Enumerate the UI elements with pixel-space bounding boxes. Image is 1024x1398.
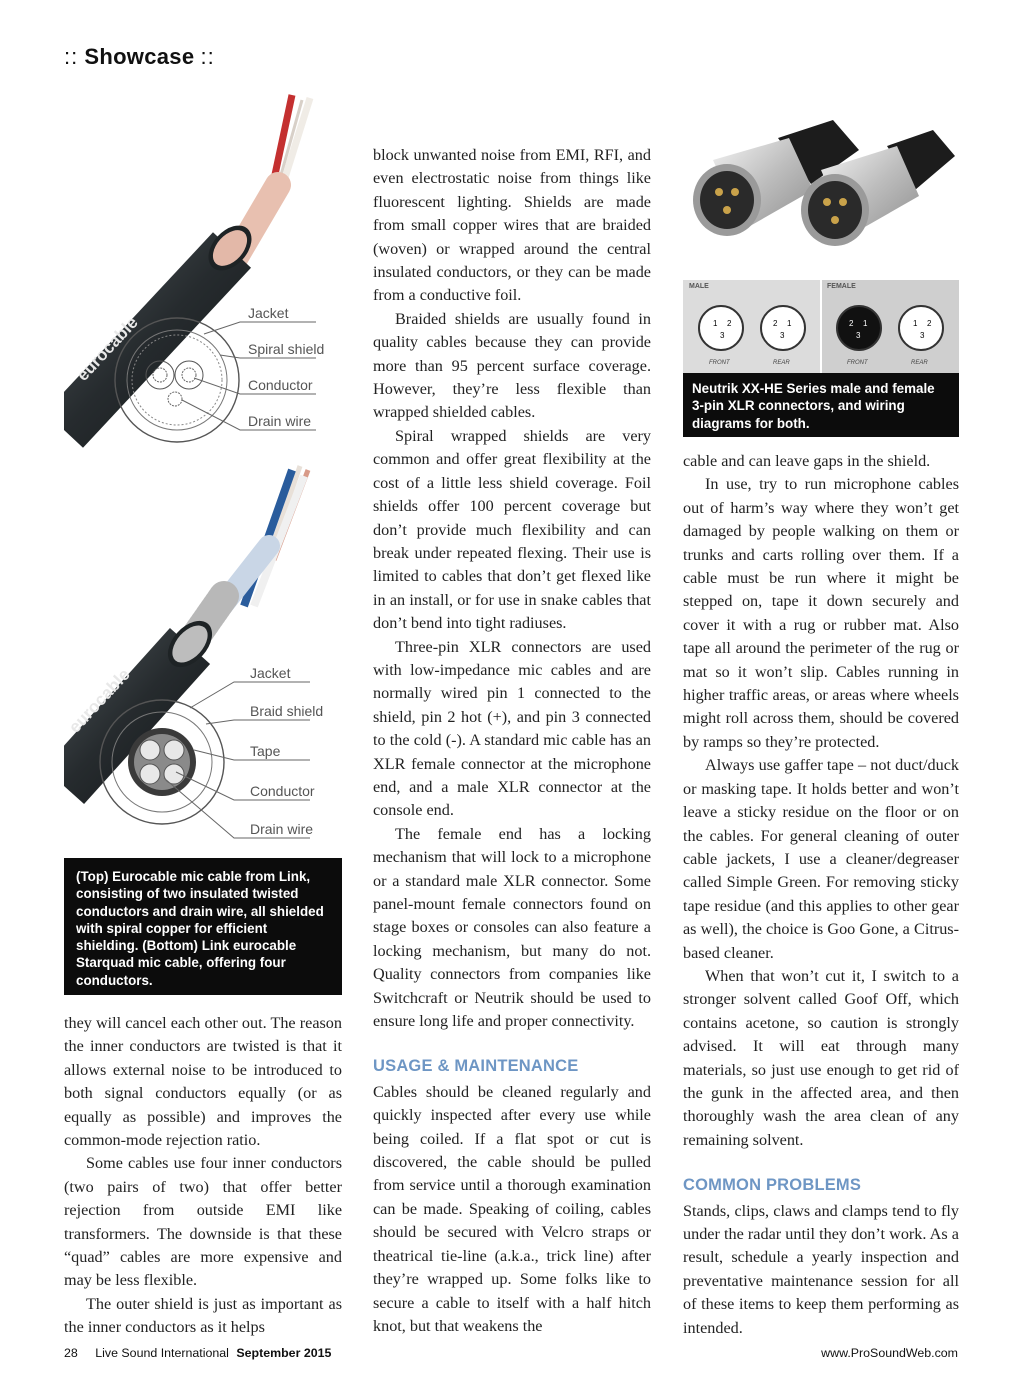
publication-name: Live Sound International bbox=[95, 1346, 229, 1360]
subheading-common-problems: COMMON PROBLEMS bbox=[683, 1176, 862, 1195]
svg-text:2: 2 bbox=[927, 319, 932, 328]
paragraph: Some cables use four inner conductors (two pairs of two) that offer better rejection from outside EMI like transformers. The downside is that these “quad” cables are more expensive and may be less flexible. bbox=[64, 1154, 342, 1290]
svg-text:3: 3 bbox=[920, 331, 925, 340]
section-title: Showcase bbox=[84, 44, 195, 69]
label-tape: Tape bbox=[250, 743, 281, 759]
label-jacket: Jacket bbox=[248, 305, 289, 321]
label-conductor: Conductor bbox=[250, 783, 315, 799]
label-jacket: Jacket bbox=[250, 665, 291, 681]
female-label: FEMALE bbox=[827, 283, 856, 290]
xlr-connectors-photo bbox=[683, 120, 959, 280]
paragraph: When that won’t cut it, I switch to a stronger solvent called Goof Off, which contains acetone, so caution is strongly advised. It will eat through many materials, so just use enough to get rid of the gunk in the affected area, and then thoroughly wash the area clean of any remaining solvent. bbox=[683, 966, 959, 1149]
svg-text:1: 1 bbox=[863, 319, 868, 328]
paragraph: cable and can leave gaps in the shield. bbox=[683, 452, 931, 470]
paragraph: The outer shield is just as important as the inner conductors as it helps bbox=[64, 1294, 342, 1337]
section-header bbox=[64, 44, 215, 70]
xlr-wiring-diagram bbox=[683, 280, 959, 374]
svg-text:1: 1 bbox=[713, 319, 718, 328]
issue-date: September 2015 bbox=[236, 1346, 332, 1360]
label-drain-wire: Drain wire bbox=[248, 413, 312, 429]
svg-text:FRONT: FRONT bbox=[847, 360, 868, 366]
paragraph: they will cancel each other out. The reason the inner conductors are twisted is that it allows external noise to be introduced to both signal conductors equally (or as equally as possible) and improves the common-mode rejection ratio. bbox=[64, 1014, 342, 1150]
svg-text:3: 3 bbox=[720, 331, 725, 340]
svg-text:1: 1 bbox=[913, 319, 918, 328]
svg-text:3: 3 bbox=[780, 331, 785, 340]
male-label: MALE bbox=[689, 283, 709, 290]
figure-caption-cables: (Top) Eurocable mic cable from Link, consisting of two insulated twisted conductors and drain wire, all shielded with spiral copper for efficient shielding. (Bottom) Link eurocable Starquad mic cable, offering four conductors. bbox=[64, 858, 342, 995]
footer-url[interactable]: www.ProSoundWeb.com bbox=[821, 1346, 958, 1360]
paragraph: Always use gaffer tape – not duct/duck or masking tape. It holds better and won’t leave a sticky residue on the floor or on the cables. For general cleaning of outer cable jackets, I use a cleaner/degreaser called Simple Green. For removing sticky tape residue (and this applies to other gear as well), the choice is Goo Gone, a Citrus-based cleaner. bbox=[683, 756, 959, 962]
paragraph: block unwanted noise from EMI, RFI, and even electrostatic noise from things like fluorescent lighting. Shields are made from small copper wires that are braided (woven) or wrapped around the central insulated conductors, or they can be made from a conductive foil. bbox=[373, 146, 651, 305]
figure-caption-xlr: Neutrik XX-HE Series male and female 3-pin XLR connectors, and wiring diagrams for both. bbox=[683, 373, 959, 437]
svg-text:3: 3 bbox=[856, 331, 861, 340]
svg-text:2: 2 bbox=[727, 319, 732, 328]
svg-text:REAR: REAR bbox=[773, 360, 790, 366]
subheading-usage-maintenance: USAGE & MAINTENANCE bbox=[373, 1057, 579, 1076]
page-number: 28 bbox=[64, 1346, 78, 1360]
paragraph: Braided shields are usually found in quality cables because they can provide more than 95 percent surface coverage. However, they’re less flexible than wrapped shielded cables. bbox=[373, 309, 651, 422]
paragraph: Spiral wrapped shields are very common and offer great flexibility at the cost of a little less shield coverage. Foil shields offer 100 percent coverage but don’t provide much flexibility and can break under repeated flexing. Their use is limited to cables that don’t get flexed like in an install, or for use in snake cables that don’t bend into tight radiuses. bbox=[373, 426, 651, 633]
label-conductor: Conductor bbox=[248, 377, 313, 393]
label-drain-wire: Drain wire bbox=[250, 821, 314, 837]
paragraph: In use, try to run microphone cables out of harm’s way where they won’t get damaged by people walking on them or trunks and carts rolling over them. If a cable must be run where it might be stepped on, tape it down securely and cover it with a rug or rubber mat. Also tape all around the perimeter of the rug or mat so it won’t slip. Cables running in higher traffic areas, or areas where wheels might roll across them, should be covered by ramps so they’re protected. bbox=[683, 475, 959, 751]
brand-text: eurocable bbox=[65, 665, 134, 737]
paragraph: Cables should be cleaned regularly and quickly inspected after every use while being coiled. If a flat spot or cut is discovered, the cable should be pulled from service until a thorough examination can be made. Speaking of coiling, cables should be secured with Velcro straps or theatrical tie-line (a.k.a., trick line) after they’re wrapped up. Some folks like to secure a cable to itself with a half hitch knot, but that weakens the bbox=[373, 1082, 651, 1335]
article-column-3 bbox=[683, 450, 959, 1340]
paragraph: Stands, clips, claws and clamps tend to fly under the radar until they don’t work. As a result, schedule a yearly inspection and preventative maintenance session for all of these items to keep them performing as intended. bbox=[683, 1201, 959, 1337]
article-column-2 bbox=[373, 144, 651, 1338]
eurocable-starquad-illustration bbox=[64, 456, 342, 856]
label-spiral-shield: Spiral shield bbox=[248, 341, 325, 357]
footer-left bbox=[64, 1346, 331, 1360]
header-separator: :: bbox=[200, 44, 215, 69]
svg-text:REAR: REAR bbox=[911, 360, 928, 366]
svg-text:FRONT: FRONT bbox=[709, 360, 730, 366]
brand-text: eurocable bbox=[73, 313, 142, 385]
svg-text:2: 2 bbox=[773, 319, 778, 328]
eurocable-twisted-pair-illustration bbox=[64, 90, 342, 460]
svg-text:1: 1 bbox=[787, 319, 792, 328]
header-separator: :: bbox=[64, 44, 79, 69]
label-braid-shield: Braid shield bbox=[250, 703, 324, 719]
svg-text:2: 2 bbox=[849, 319, 854, 328]
paragraph: The female end has a locking mechanism that will lock to a microphone or a standard male XLR connector. Some panel-mount female connectors found on stage boxes or consoles can also feature a locking mechanism, but many do not. Quality connectors from companies like Switchcraft or Neutrik should be used to ensure long life and proper connectivity. bbox=[373, 824, 651, 1031]
article-column-1 bbox=[64, 1012, 342, 1340]
paragraph: Three-pin XLR connectors are used with low-impedance mic cables and are normally wired pin 1 connected to the shield, pin 2 hot (+), and pin 3 connected to the cold (-). A standard mic cable has an XLR female connector at the microphone end, and a male XLR connector at the console end. bbox=[373, 637, 651, 820]
